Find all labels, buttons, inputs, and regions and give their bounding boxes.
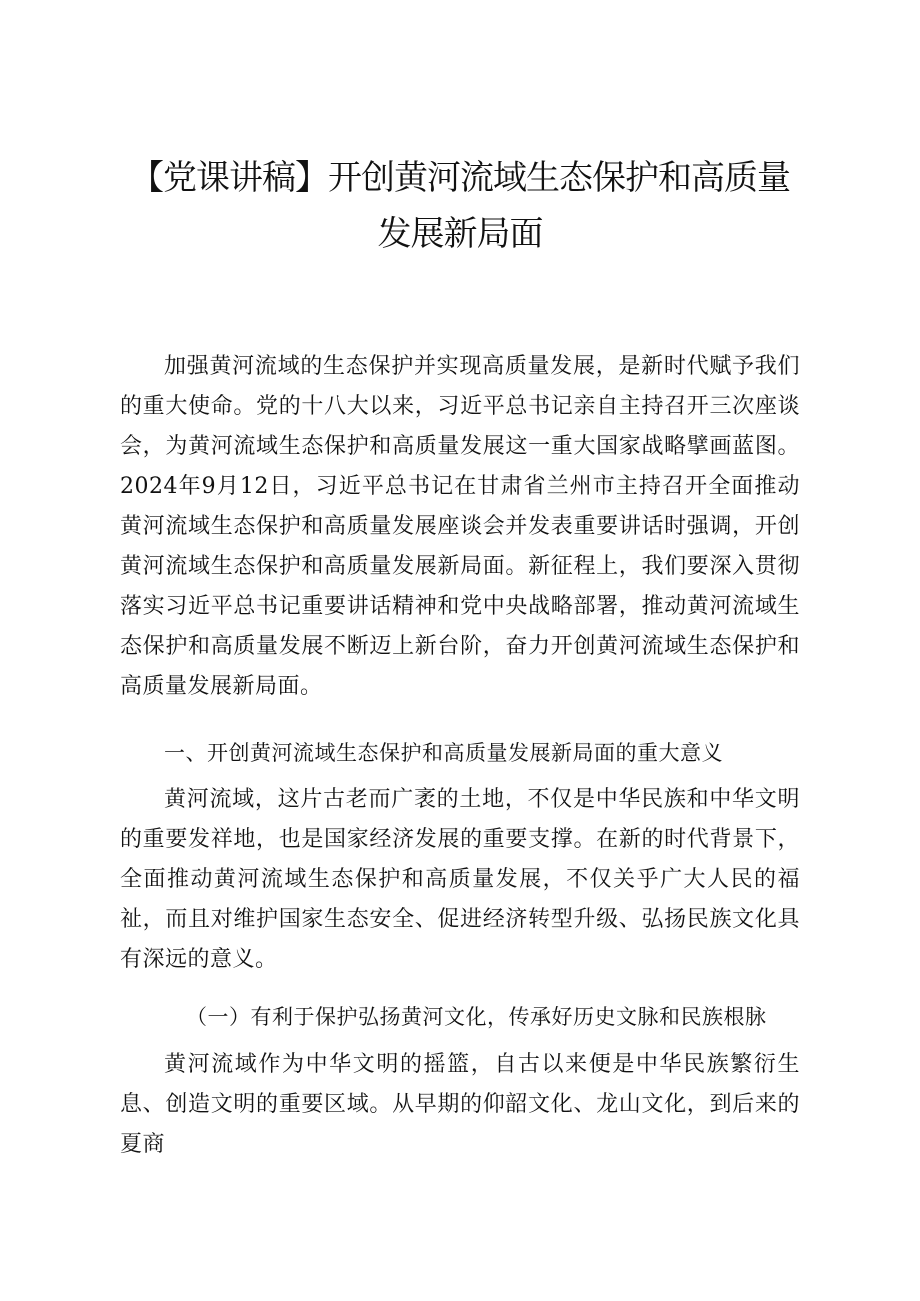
intro-paragraph: 加强黄河流域的生态保护并实现高质量发展，是新时代赋予我们的重大使命。党的十八大以来，习近平总书记亲自主持召开三次座谈会，为黄河流域生态保护和高质量发展这一重大国家战略擘画蓝图。2024年9月12日，习近平总书记在甘肃省兰州市主持召开全面推动黄河流域生态保护和高质量发展座谈会并发表重要讲话时强调，开创黄河流域生态保护和高质量发展新局面。新征程上，我们要深入贯彻落实习近平总书记重要讲话精神和党中央战略部署，推动黄河流域生态保护和高质量发展不断迈上新台阶，奋力开创黄河流域生态保护和高质量发展新局面。 (120, 354, 800, 699)
section1-paragraph: 黄河流域，这片古老而广袤的土地，不仅是中华民族和中华文明的重要发祥地，也是国家经济发展的重要支撑。在新的时代背景下，全面推动黄河流域生态保护和高质量发展，不仅关乎广大人民的福祉，而且对维护国家生态安全、促进经济转型升级、弘扬民族文化具有深远的意义。 (120, 787, 800, 972)
document-title (120, 150, 800, 262)
subsection-heading-1: （一）有利于保护弘扬黄河文化，传承好历史文脉和民族根脉 (186, 1005, 767, 1029)
section-heading-1: 一、开创黄河流域生态保护和高质量发展新局面的重大意义 (164, 741, 723, 765)
title-line-1: 【党课讲稿】开创黄河流域生态保护和高质量 (130, 158, 790, 198)
intro-paragraph-block (120, 347, 800, 707)
title-line-2: 发展新局面 (377, 214, 543, 254)
subsection1-paragraph: 黄河流域作为中华文明的摇篮，自古以来便是中华民族繁衍生息、创造文明的重要区域。从早期的仰韶文化、龙山文化，到后来的夏商 (120, 1052, 800, 1157)
section1-paragraph-block (120, 780, 800, 980)
subsection1-paragraph-block (120, 1045, 800, 1165)
